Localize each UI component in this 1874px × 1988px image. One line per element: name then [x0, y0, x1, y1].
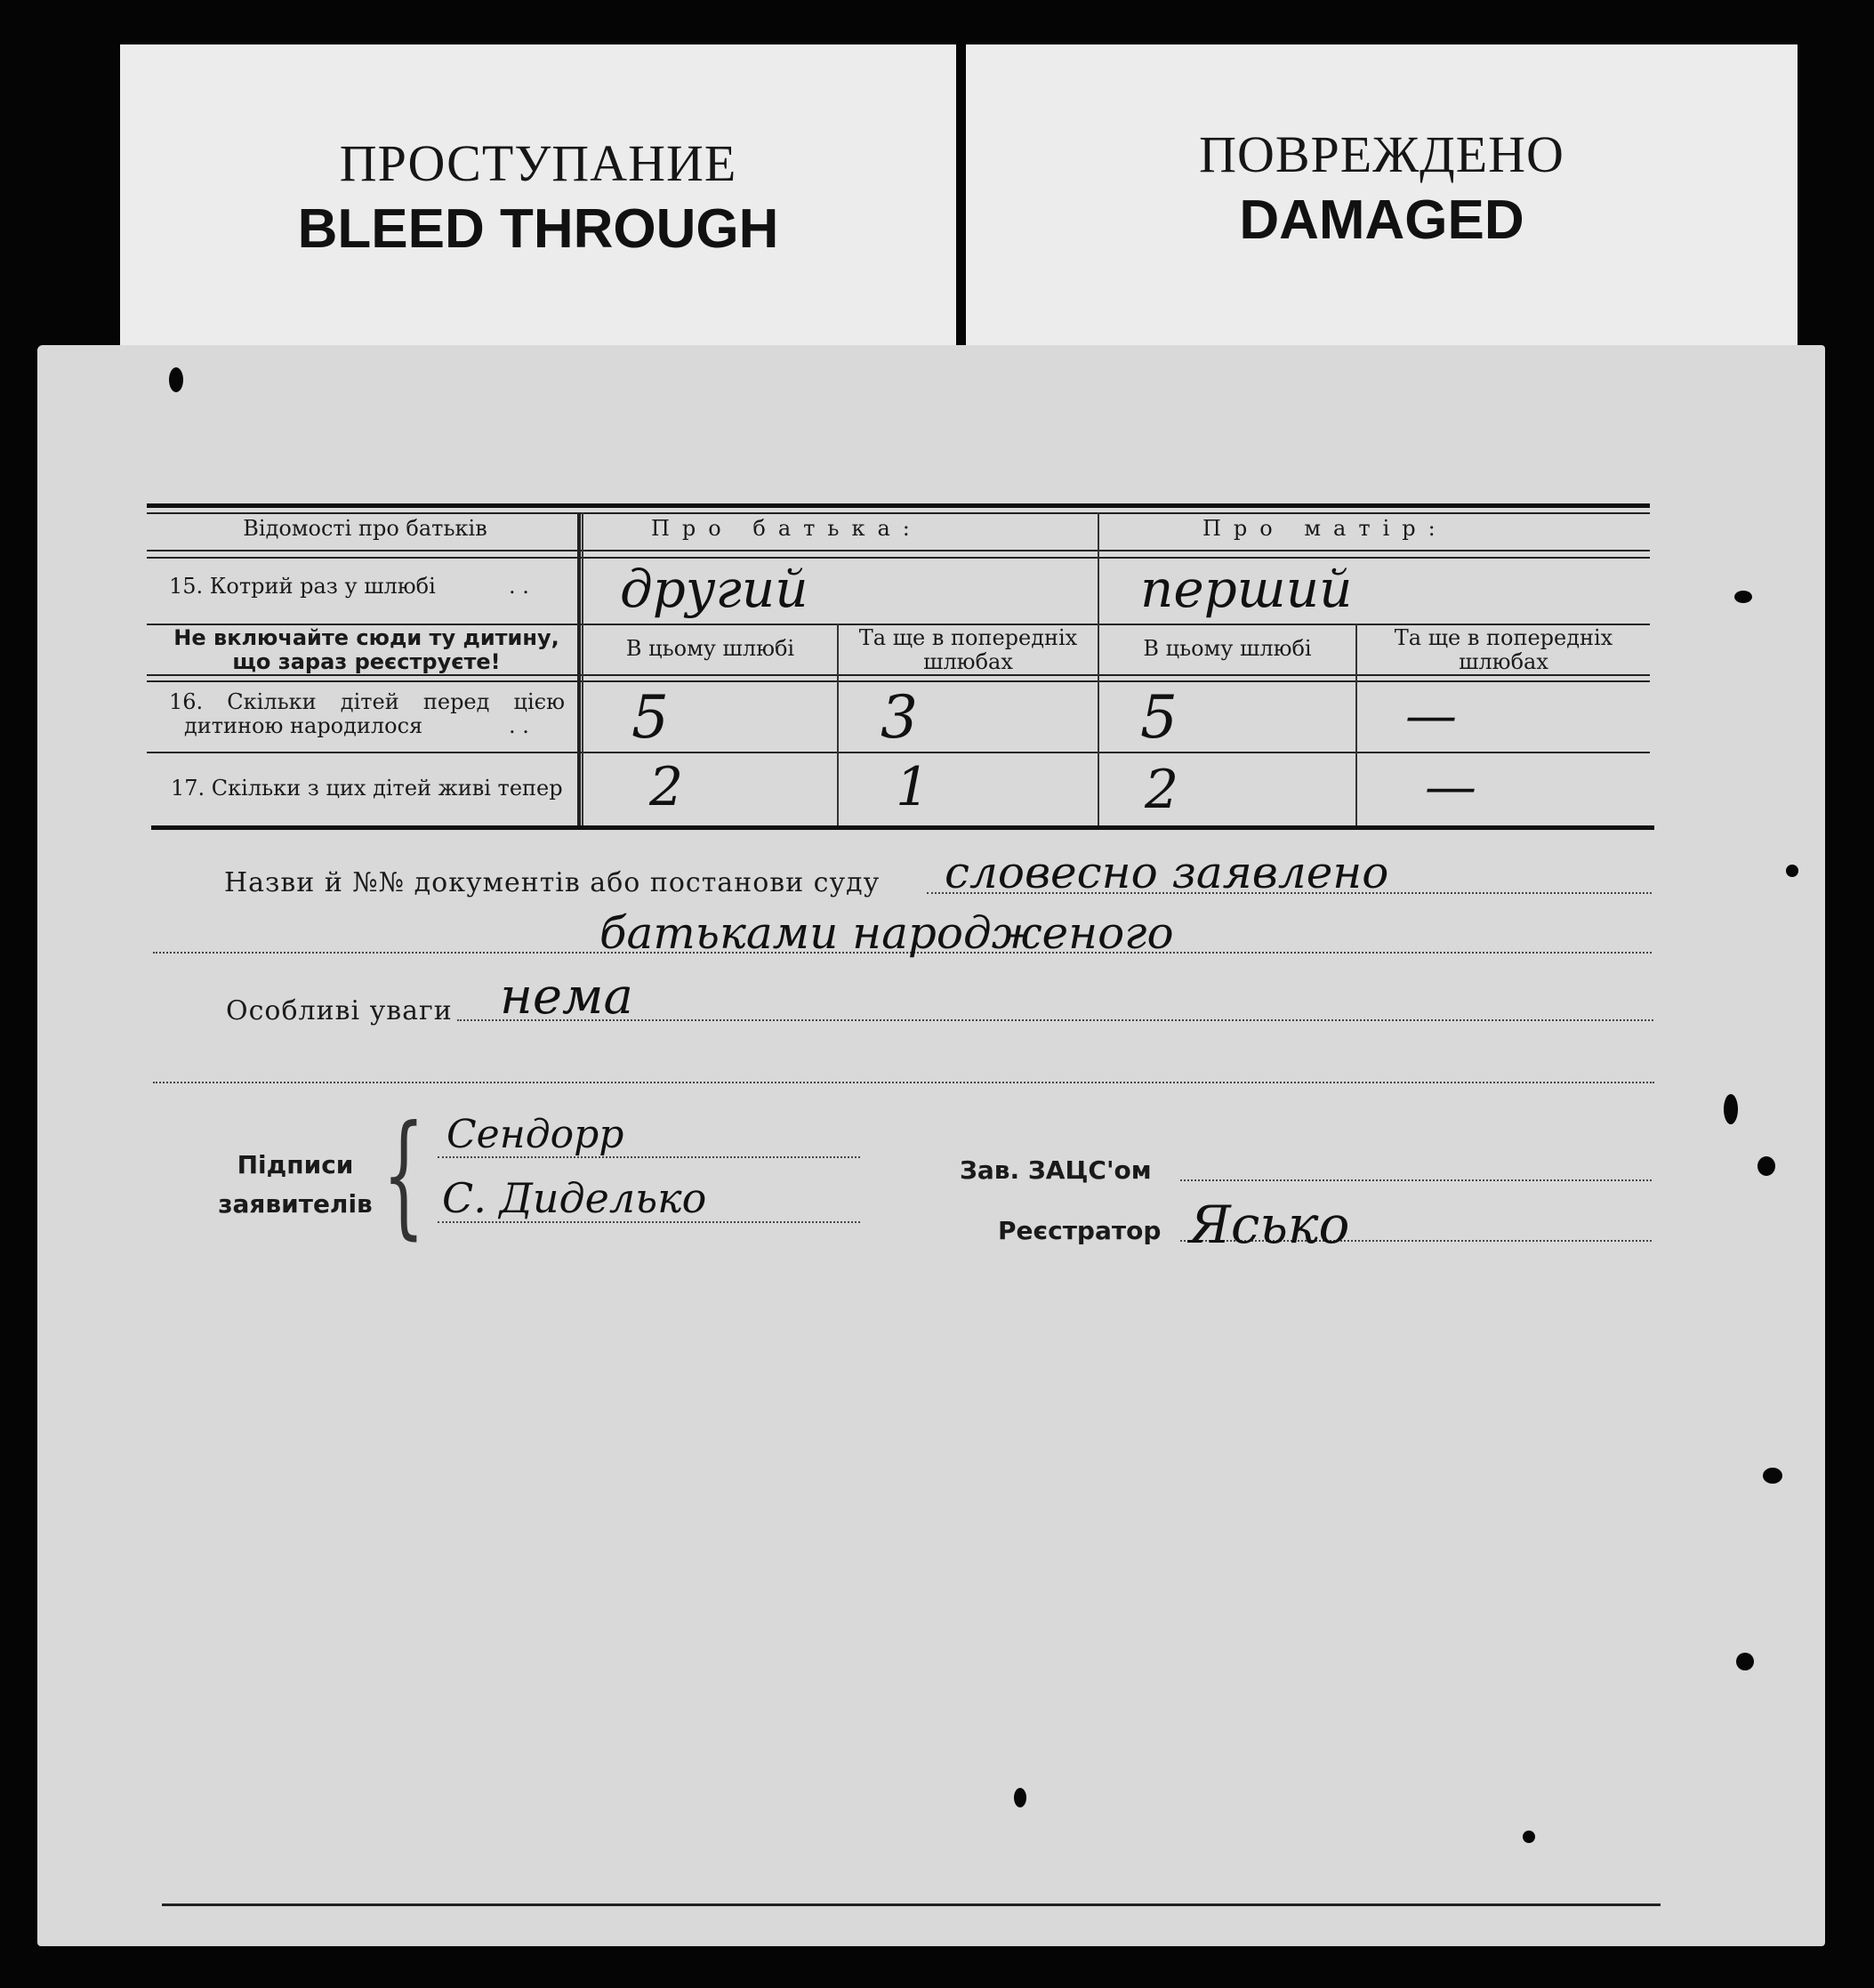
- row17-father-prev-value: 1: [896, 756, 930, 818]
- row16-label-line2: дитиною народилося: [184, 713, 423, 738]
- subheader-father-this-marriage: В цьому шлюбі: [625, 636, 795, 661]
- row16-mother-prev-value: —: [1405, 685, 1457, 745]
- documents-value-line1: словесно заявлено: [945, 847, 1389, 898]
- applicants-signatures-label-line1: Підписи: [237, 1150, 354, 1179]
- damage-hole: [1757, 1156, 1775, 1176]
- documents-value-line2: батьками народженого: [599, 907, 1174, 959]
- row15-label: 15. Котрий раз у шлюбі: [169, 574, 436, 599]
- damage-hole: [1724, 1094, 1738, 1124]
- damage-hole: [1014, 1788, 1026, 1807]
- remarks-value: нема: [500, 968, 633, 1026]
- row16-father-this-value: 5: [631, 683, 669, 752]
- row17-mother-prev-value: —: [1425, 756, 1476, 817]
- damaged-label-en: DAMAGED: [1239, 189, 1524, 251]
- row15-father-value: другий: [620, 559, 808, 619]
- head-of-registry-label: Зав. ЗАЦС'ом: [960, 1155, 1152, 1185]
- row17-label: 17. Скільки з цих дітей живі тепер: [171, 776, 563, 801]
- header-about-mother: Про матір:: [1202, 516, 1448, 541]
- bleed-through-label-ru: ПРОСТУПАНИЕ: [339, 134, 737, 192]
- applicant-signature-1: Сендорр: [446, 1112, 624, 1157]
- bleed-through-label-en: BLEED THROUGH: [297, 198, 779, 260]
- row15-mother-value: перший: [1140, 559, 1353, 619]
- subheader-mother-prev-line1: Та ще в попередніх: [1394, 625, 1613, 650]
- subheader-mother-this-marriage: В цьому шлюбі: [1143, 636, 1312, 661]
- document-sheet: [37, 345, 1825, 1946]
- damage-hole: [169, 367, 183, 392]
- row17-mother-this-value: 2: [1145, 759, 1179, 821]
- subheader-father-prev-line2: шлюбах: [923, 649, 1013, 674]
- remarks-label: Особливі уваги: [226, 995, 453, 1026]
- header-about-father: Про батька:: [651, 516, 922, 541]
- note-exclude-child-line2: що зараз реєструєте!: [232, 649, 501, 674]
- damage-hole: [1763, 1468, 1782, 1484]
- row16-mother-this-value: 5: [1140, 683, 1178, 752]
- damage-hole: [1786, 865, 1798, 877]
- row16-label-line1: 16. Скільки дітей перед цією: [169, 689, 565, 714]
- damaged-label-ru: ПОВРЕЖДЕНО: [1199, 125, 1564, 183]
- row16-dots: . .: [509, 713, 529, 738]
- bleed-through-card: [120, 44, 956, 365]
- damaged-card: [966, 44, 1798, 365]
- row16-father-prev-value: 3: [881, 683, 918, 752]
- documents-label: Назви й №№ документів або постанови суду: [224, 867, 881, 898]
- damage-hole: [1734, 591, 1752, 603]
- note-exclude-child-line1: Не включайте сюди ту дитину,: [173, 625, 559, 650]
- registrar-label: Реєстратор: [998, 1216, 1162, 1245]
- subheader-mother-prev-line2: шлюбах: [1459, 649, 1548, 674]
- applicants-signatures-label-line2: заявителів: [218, 1189, 373, 1219]
- row17-father-this-value: 2: [649, 756, 684, 818]
- row15-dots: . .: [509, 574, 529, 599]
- header-parents-info: Відомості про батьків: [243, 516, 487, 541]
- registrar-signature: Ясько: [1189, 1195, 1350, 1255]
- damage-hole: [1523, 1831, 1535, 1843]
- applicant-signature-2: С. Диделько: [442, 1174, 707, 1222]
- subheader-father-prev-line1: Та ще в попередніх: [858, 625, 1078, 650]
- damage-hole: [1736, 1653, 1754, 1670]
- signatures-brace: {: [382, 1098, 425, 1252]
